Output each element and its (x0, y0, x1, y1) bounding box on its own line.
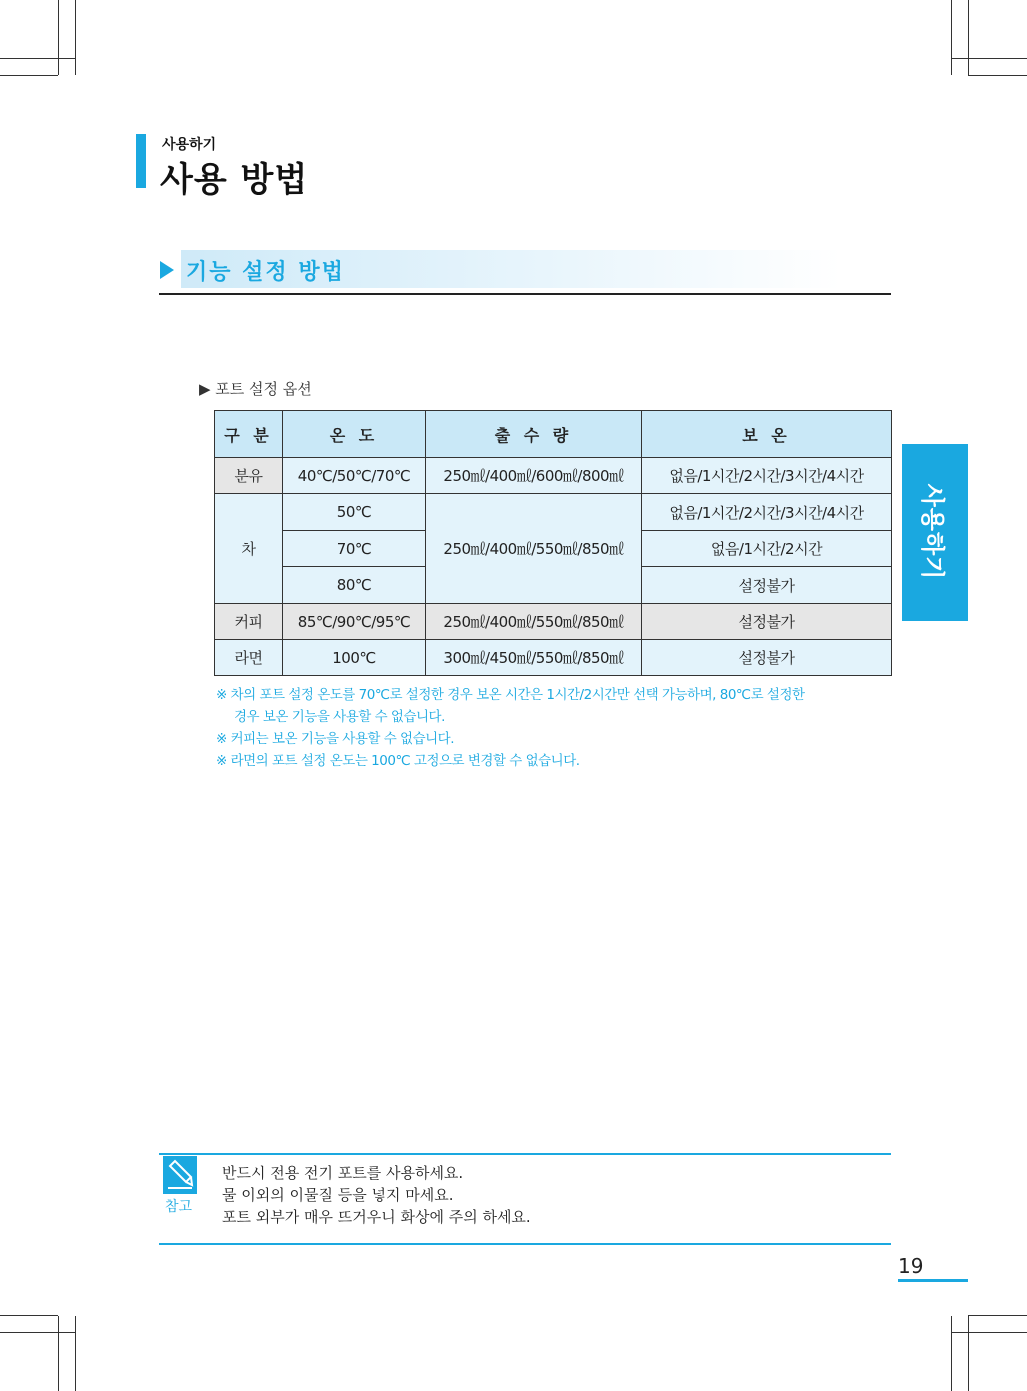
table-caption: ▶ 포트 설정 옵션 (199, 380, 312, 398)
cell-category: 차 (215, 494, 283, 604)
reference-label: 참고 (165, 1199, 193, 1215)
table-row (215, 640, 892, 676)
triangle-right-icon (160, 261, 174, 279)
cell-volume: 250㎖/400㎖/600㎖/800㎖ (426, 458, 642, 494)
cell-keepwarm: 설정불가 (642, 604, 892, 640)
page-title: 사용 방법 (160, 160, 309, 200)
crop-mark (75, 0, 76, 75)
crop-mark (0, 58, 75, 59)
crop-mark (58, 1316, 59, 1391)
header-temperature: 온 도 (283, 411, 426, 458)
reference-line: 포트 외부가 매우 뜨거우니 화상에 주의 하세요. (222, 1208, 531, 1226)
chapter-side-tab-label: 사용하기 (918, 483, 947, 581)
note-line: ※ 차의 포트 설정 온도를 70℃로 설정한 경우 보온 시간은 1시간/2시간만 선택 가능하며, 80℃로 설정한 (216, 687, 805, 703)
note-line: ※ 커피는 보온 기능을 사용할 수 없습니다. (216, 731, 455, 747)
reference-line: 물 이외의 이물질 등을 넣지 마세요. (222, 1186, 454, 1204)
cell-temperature: 80℃ (283, 567, 426, 604)
header-keepwarm: 보 온 (642, 411, 892, 458)
header-category: 구 분 (215, 411, 283, 458)
page-number: 19 (898, 1254, 924, 1278)
crop-mark (952, 58, 1027, 59)
crop-mark (952, 1332, 1027, 1333)
crop-mark (968, 75, 1027, 76)
reference-top-line (159, 1153, 891, 1155)
cell-category: 커피 (215, 604, 283, 640)
cell-category: 분유 (215, 458, 283, 494)
pot-options-table (214, 410, 892, 676)
crop-mark (951, 0, 952, 75)
section-label: 사용하기 (162, 137, 217, 153)
cell-temperature: 85℃/90℃/95℃ (283, 604, 426, 640)
table-row (215, 494, 892, 531)
header-accent-bar (136, 134, 146, 188)
note-line: ※ 라면의 포트 설정 온도는 100℃ 고정으로 변경할 수 없습니다. (216, 753, 580, 769)
table-header-row (215, 411, 892, 458)
section-divider (159, 293, 891, 295)
cell-temperature: 100℃ (283, 640, 426, 676)
pencil-icon (163, 1156, 197, 1194)
cell-keepwarm: 설정불가 (642, 567, 892, 604)
cell-volume: 300㎖/450㎖/550㎖/850㎖ (426, 640, 642, 676)
cell-category: 라면 (215, 640, 283, 676)
crop-mark (968, 0, 969, 75)
cell-volume: 250㎖/400㎖/550㎖/850㎖ (426, 604, 642, 640)
note-line: 경우 보온 기능을 사용할 수 없습니다. (234, 709, 445, 725)
crop-mark (0, 1315, 58, 1316)
page-number-underline (898, 1279, 968, 1282)
crop-mark (75, 1316, 76, 1391)
cell-temperature: 70℃ (283, 531, 426, 567)
cell-temperature: 40℃/50℃/70℃ (283, 458, 426, 494)
crop-mark (968, 1315, 1027, 1316)
table-row (215, 604, 892, 640)
cell-volume: 250㎖/400㎖/550㎖/850㎖ (426, 494, 642, 604)
cell-temperature: 50℃ (283, 494, 426, 531)
reference-line: 반드시 전용 전기 포트를 사용하세요. (222, 1164, 464, 1182)
table-row (215, 458, 892, 494)
crop-mark (951, 1316, 952, 1391)
header-volume: 출 수 량 (426, 411, 642, 458)
cell-keepwarm: 없음/1시간/2시간/3시간/4시간 (642, 494, 892, 531)
reference-text (222, 1162, 531, 1228)
table-notes (216, 684, 805, 772)
cell-keepwarm: 없음/1시간/2시간/3시간/4시간 (642, 458, 892, 494)
crop-mark (0, 75, 58, 76)
crop-mark (0, 1332, 75, 1333)
crop-mark (58, 0, 59, 75)
cell-keepwarm: 설정불가 (642, 640, 892, 676)
section-heading: 기능 설정 방법 (186, 260, 345, 285)
cell-keepwarm: 없음/1시간/2시간 (642, 531, 892, 567)
reference-bottom-line (159, 1243, 891, 1245)
crop-mark (968, 1316, 969, 1391)
